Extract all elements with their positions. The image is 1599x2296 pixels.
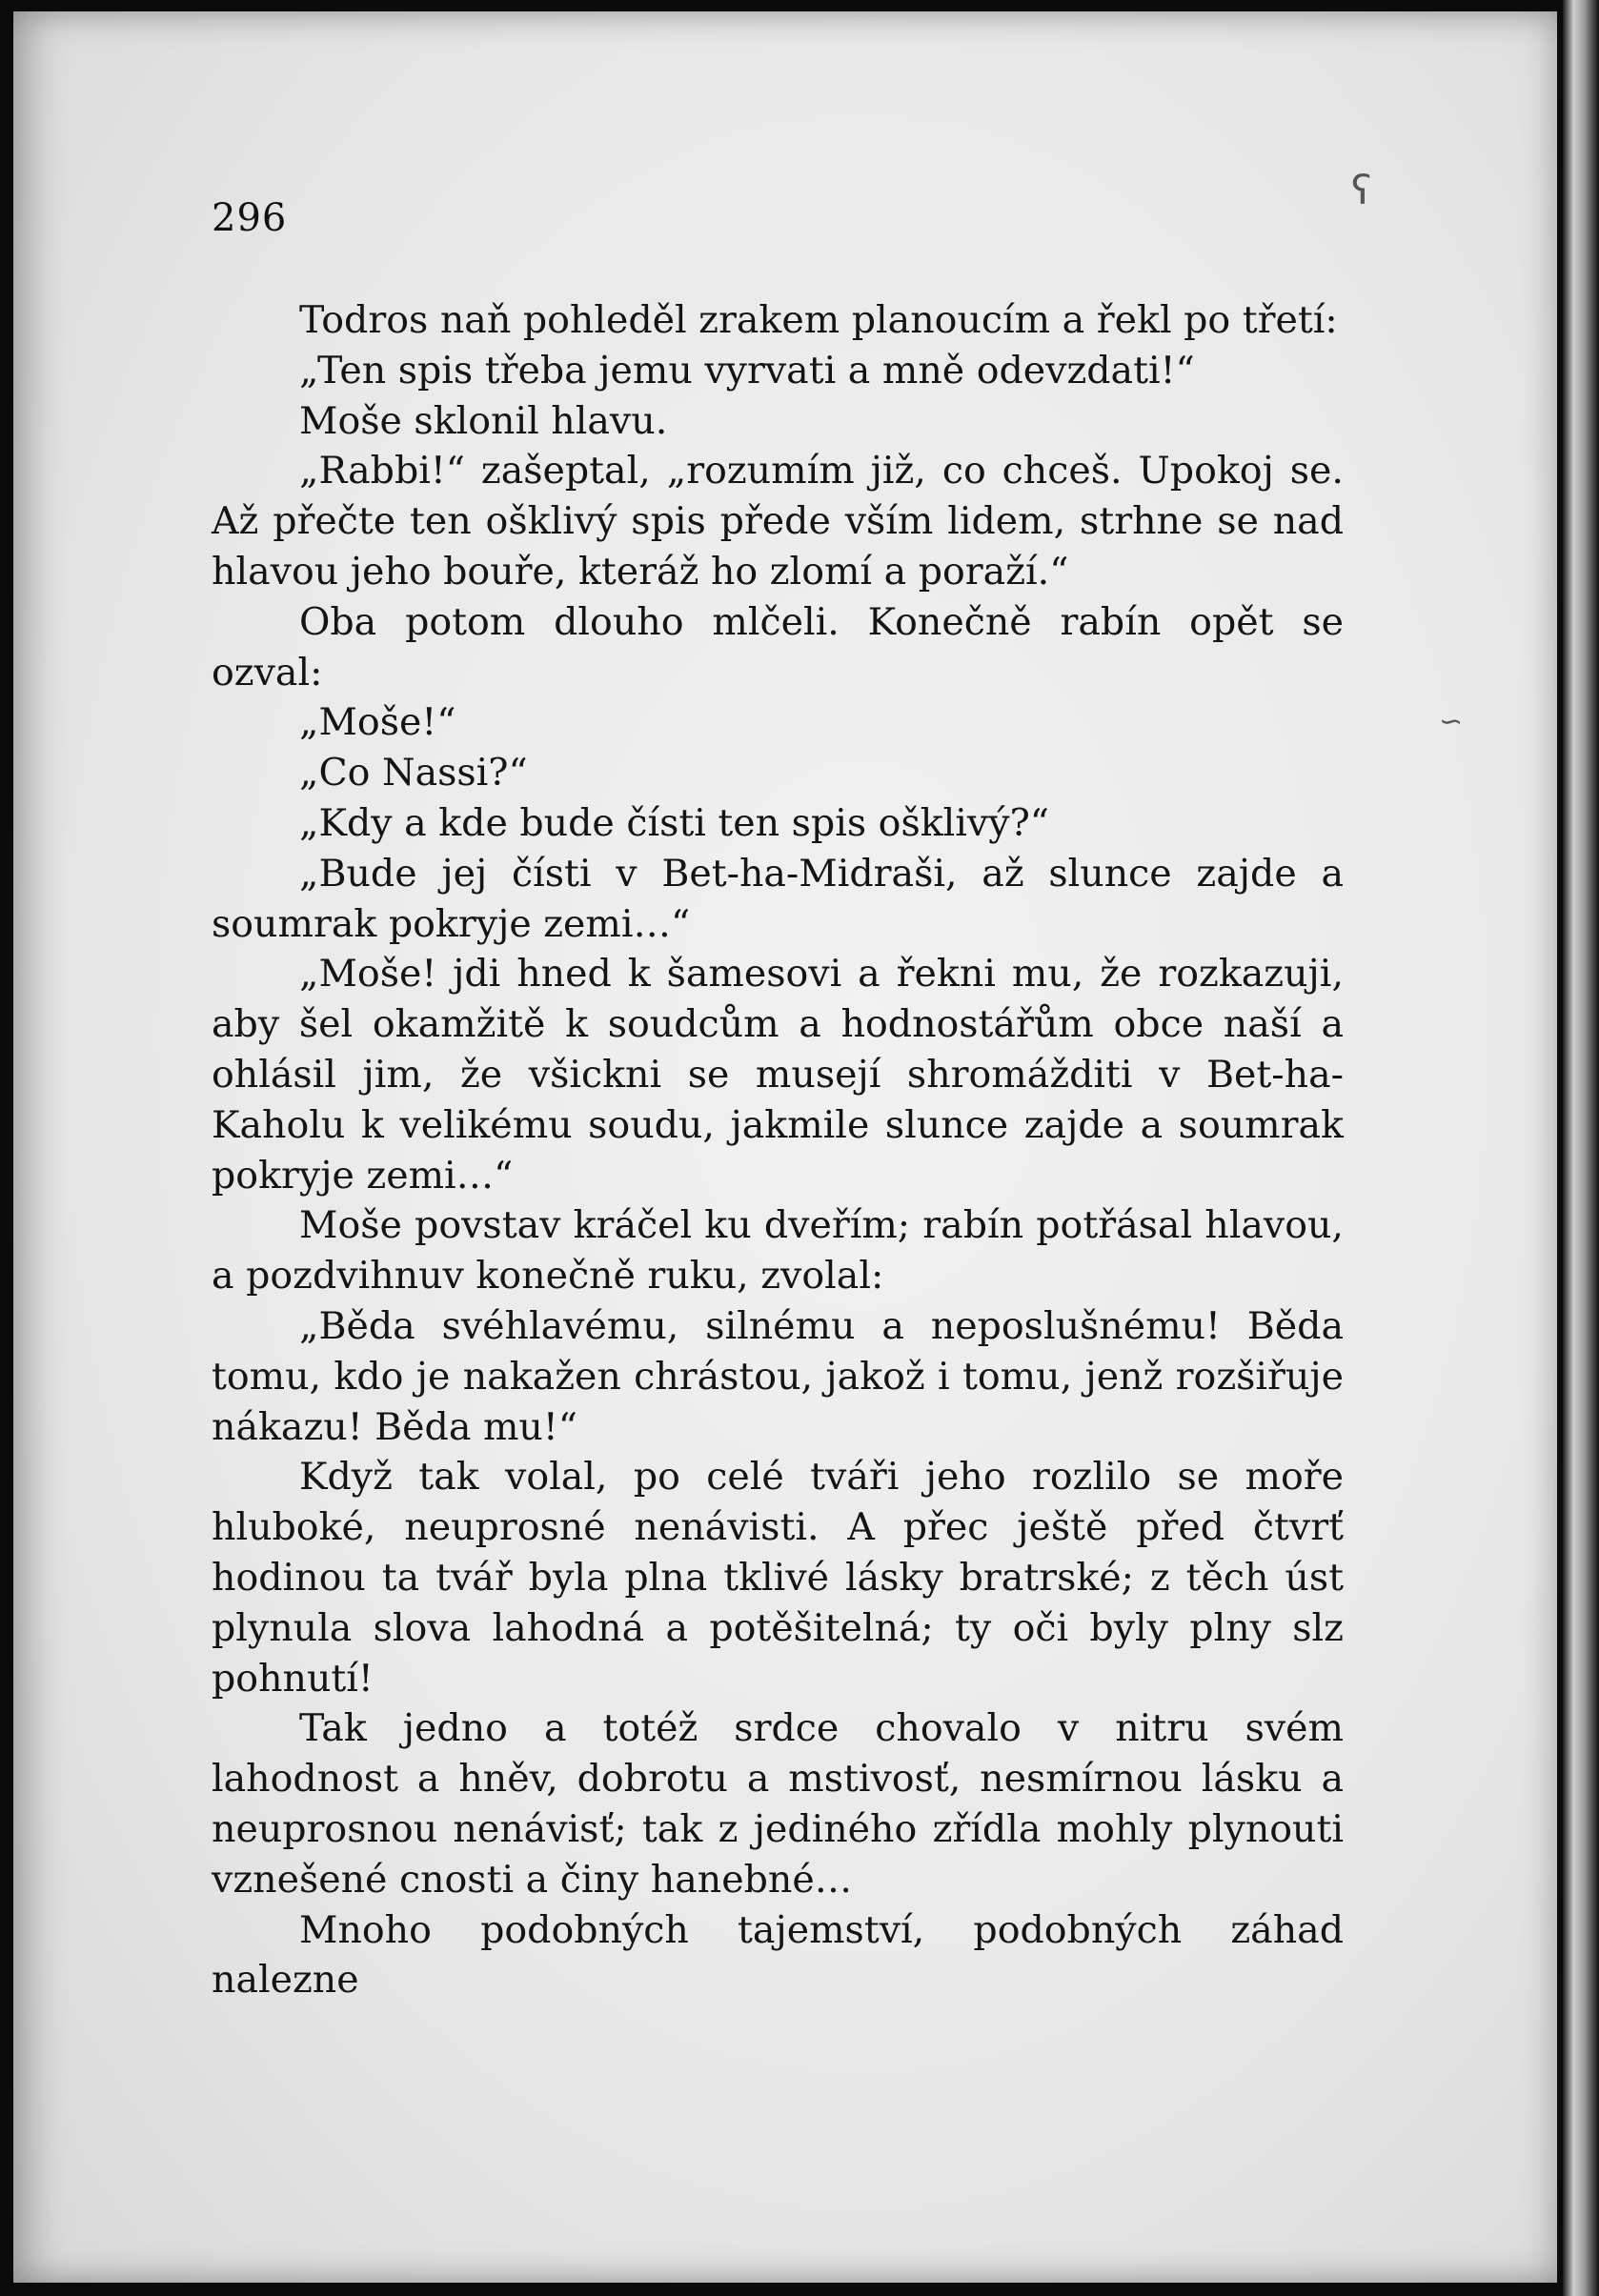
paragraph: „Kdy a kde bude čísti ten spis ošklivý?“ bbox=[299, 800, 1049, 845]
margin-mark: ʕ bbox=[1351, 167, 1372, 213]
paragraph: Moše sklonil hlavu. bbox=[299, 398, 668, 443]
paragraph: „Moše! jdi hned k šamesovi a řekni mu, že rozkazuji, aby šel okamžitě k soudcům a hodnostářům obce naší a ohlásil jim, že všickni se musejí shromážditi v Bet-ha-Kaholu k velikému soudu, jakmile slunce zajde a soumrak pokryje zemi…“ bbox=[212, 952, 1344, 1198]
paragraph: „Běda svéhlavému, silnému a neposlušnému! Běda tomu, kdo je nakažen chrástou, jakož i tomu, jenž rozšiřuje nákazu! Běda mu!“ bbox=[212, 1303, 1344, 1449]
paragraph: Tak jedno a totéž srdce chovalo v nitru svém lahodnost a hněv, dobrotu a mstivosť, nesmírnou lásku a neuprosnou nenávisť; tak z jediného zřídla mohly plynouti vznešené cnosti a činy hanebné… bbox=[212, 1706, 1344, 1902]
paragraph: Když tak volal, po celé tváři jeho rozlilo se moře hluboké, neuprosné nenávisti. A přec ještě před čtvrť hodinou ta tvář byla plna tklivé lásky bratrské; z těch úst plynula slova lahodná a potěšitelná; ty oči byly plny slz pohnutí! bbox=[212, 1455, 1344, 1701]
paragraph: Moše povstav kráčel ku dveřím; rabín potřásal hlavou, a pozdvihnuv konečně ruku, zvolal: bbox=[212, 1203, 1344, 1299]
paragraph: „Moše!“ bbox=[299, 700, 456, 745]
paragraph: Todros naň pohleděl zrakem planoucím a řekl po třetí: bbox=[299, 298, 1338, 342]
page-number: 296 bbox=[212, 196, 288, 240]
paragraph: Oba potom dlouho mlčeli. Konečně rabín opět se ozval: bbox=[212, 599, 1344, 695]
book-edge bbox=[1563, 0, 1599, 2296]
paragraph: „Co Nassi?“ bbox=[299, 751, 528, 796]
paragraph: „Bude jej čísti v Bet-ha-Midraši, až slunce zajde a soumrak pokryje zemi…“ bbox=[212, 851, 1344, 946]
body-text bbox=[212, 295, 1344, 2005]
paragraph: „Ten spis třeba jemu vyrvati a mně odevzdati!“ bbox=[299, 348, 1195, 393]
paragraph: Mnoho podobných tajemství, podobných záhad nalezne bbox=[212, 1907, 1344, 2003]
paragraph: „Rabbi!“ zašeptal, „rozumím již, co chceš. Upokoj se. Až přečte ten ošklivý spis přede vším lidem, strhne se nad hlavou jeho bouře, kteráž ho zlomí a poraží.“ bbox=[212, 449, 1344, 594]
margin-mark: ∽ bbox=[1439, 705, 1464, 738]
